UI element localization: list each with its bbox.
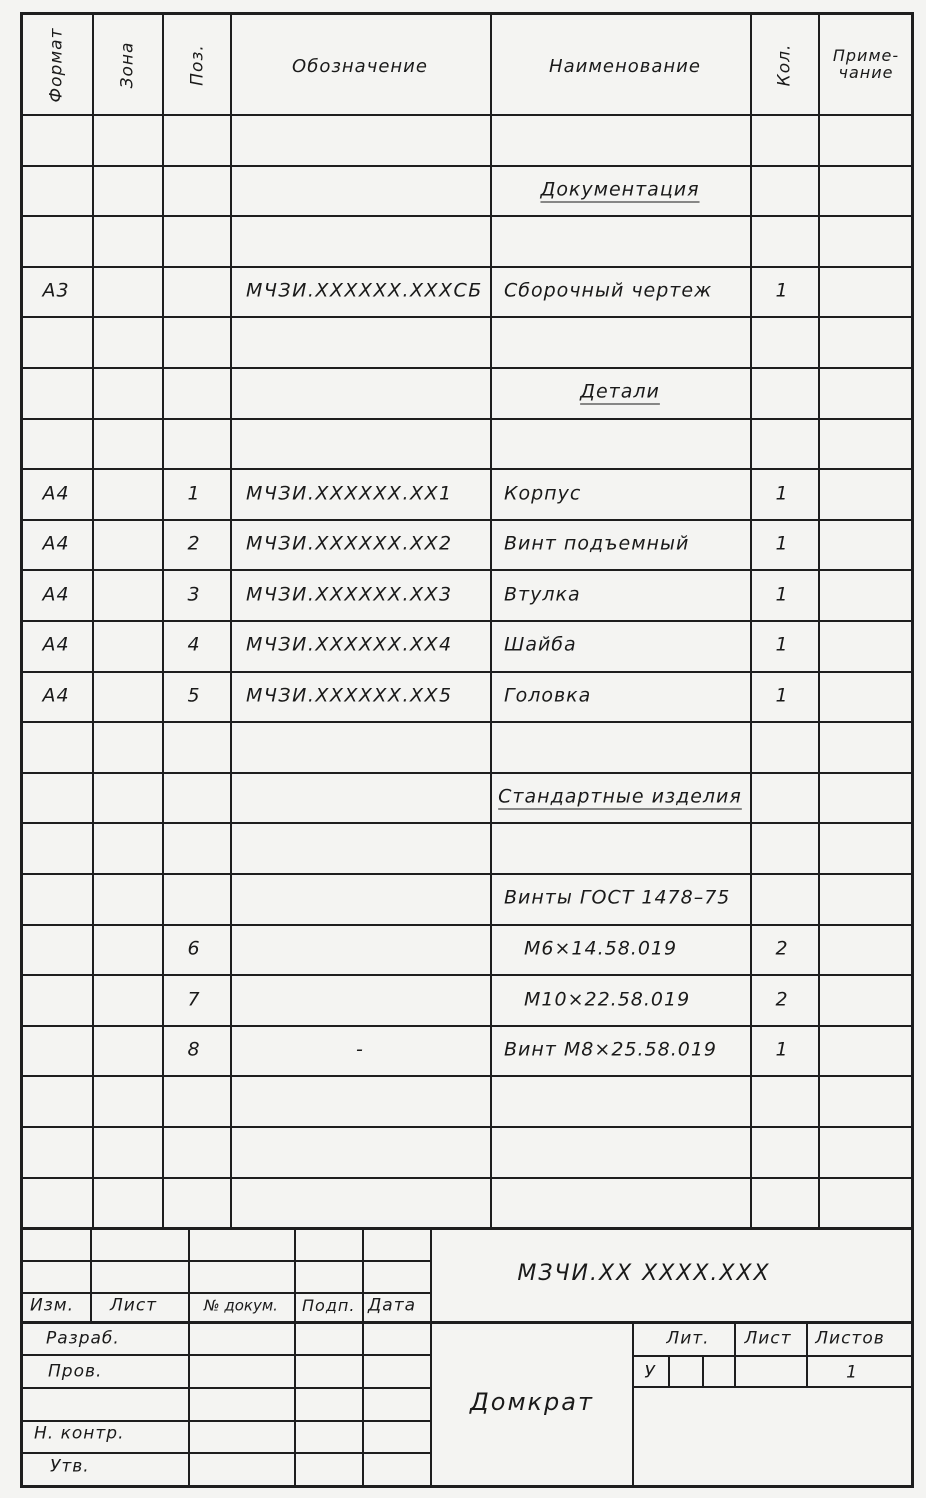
header-note: Приме- чание	[832, 46, 900, 82]
row-line	[20, 165, 914, 167]
cell-qty: 1	[775, 532, 789, 555]
label-sheets: Листов	[815, 1328, 885, 1349]
tb-vline	[430, 1227, 432, 1485]
cell-name: Винты ГОСТ 1478–75	[504, 886, 731, 909]
cell-name: Корпус	[504, 482, 582, 504]
row-line	[20, 1025, 914, 1027]
product-name: Домкрат	[470, 1388, 594, 1416]
cell-qty: 1	[775, 583, 789, 606]
row-line	[20, 772, 914, 774]
tb-line	[632, 1386, 914, 1388]
cell-designation: МЧЗИ.XXXXXX.XXXСБ	[246, 279, 483, 302]
cell-pos: 7	[187, 988, 201, 1010]
cell-name: Втулка	[504, 583, 581, 606]
cell-qty: 2	[775, 937, 789, 960]
row-line	[20, 873, 914, 875]
frame-bottom	[20, 1485, 914, 1488]
row-line	[20, 367, 914, 369]
row-line	[20, 316, 914, 318]
header-designation: Обозначение	[292, 56, 428, 77]
cell-format: А4	[42, 684, 70, 707]
row-line	[20, 468, 914, 470]
cell-qty: 2	[775, 988, 789, 1010]
sheets-value: 1	[846, 1362, 858, 1383]
label-prov: Пров.	[48, 1361, 103, 1382]
cell-name: Винт подъемный	[504, 532, 690, 555]
frame-right	[911, 12, 914, 1488]
document-code: МЗЧИ.XX XXXX.XXX	[517, 1261, 771, 1286]
label-lit: Лит.	[666, 1328, 710, 1349]
cell-format: А3	[42, 279, 70, 302]
row-line	[20, 721, 914, 723]
tb-line	[20, 1387, 432, 1389]
cell-pos: 1	[187, 482, 201, 504]
tb-vline	[362, 1227, 364, 1485]
header-pos: Поз.	[187, 44, 208, 86]
tb-line	[20, 1321, 914, 1324]
tb-vline	[734, 1321, 736, 1386]
title-block-top	[20, 1227, 914, 1230]
label-sheet: Лист	[744, 1328, 792, 1349]
row-line	[20, 974, 914, 976]
cell-name: Головка	[504, 684, 592, 707]
tb-vline	[668, 1355, 670, 1386]
cell-qty: 1	[775, 1038, 789, 1061]
cell-designation: МЧЗИ.XXXXXX.XX2	[246, 532, 453, 555]
cell-pos: 2	[187, 532, 201, 555]
label-izm: Изм.	[30, 1295, 74, 1316]
label-nkontr: Н. контр.	[34, 1423, 125, 1444]
cell-qty: 1	[775, 684, 789, 707]
header-zone: Зона	[117, 41, 138, 89]
cell-format: А4	[42, 532, 70, 555]
tb-line	[632, 1355, 914, 1357]
label-podp: Подп.	[302, 1296, 356, 1315]
row-line	[20, 924, 914, 926]
label-razrab: Разраб.	[46, 1328, 120, 1349]
header-format: Формат	[46, 27, 67, 103]
header-line	[20, 114, 914, 116]
cell-designation: МЧЗИ.XXXXXX.XX4	[246, 633, 453, 656]
frame-top	[20, 12, 914, 15]
row-line	[20, 620, 914, 622]
cell-name: Стандартные изделия	[498, 785, 742, 808]
cell-pos: 4	[187, 633, 201, 656]
cell-format: А4	[42, 633, 70, 656]
cell-name: Винт M8×25.58.019	[504, 1038, 718, 1061]
cell-format: А4	[42, 583, 70, 606]
label-list: Лист	[110, 1295, 158, 1316]
tb-vline	[632, 1321, 634, 1485]
tb-line	[20, 1354, 432, 1356]
row-line	[20, 1126, 914, 1128]
specification-sheet	[20, 12, 914, 1488]
cell-pos: 6	[187, 937, 201, 960]
label-data: Дата	[368, 1295, 417, 1316]
cell-designation: МЧЗИ.XXXXXX.XX5	[246, 684, 453, 707]
row-line	[20, 1075, 914, 1077]
row-line	[20, 519, 914, 521]
cell-qty: 1	[775, 279, 789, 302]
cell-name: Детали	[580, 380, 660, 403]
row-line	[20, 822, 914, 824]
tb-line	[20, 1292, 432, 1294]
cell-pos: 5	[187, 684, 201, 707]
tb-vline	[188, 1227, 190, 1485]
header-qty: Кол.	[774, 43, 795, 87]
row-line	[20, 266, 914, 268]
cell-designation: МЧЗИ.XXXXXX.XX3	[246, 583, 453, 606]
cell-name: Шайба	[504, 633, 577, 656]
row-line	[20, 418, 914, 420]
tb-vline	[294, 1227, 296, 1485]
lit-value: У	[644, 1362, 656, 1383]
tb-line	[20, 1452, 432, 1454]
header-name: Наименование	[549, 56, 701, 77]
row-line	[20, 569, 914, 571]
tb-vline	[90, 1227, 92, 1324]
cell-name: Сборочный чертеж	[504, 279, 713, 302]
row-line	[20, 671, 914, 673]
tb-vline	[702, 1355, 704, 1386]
tb-line	[20, 1260, 432, 1262]
cell-qty: 1	[775, 633, 789, 656]
tb-line	[20, 1420, 432, 1422]
row-line	[20, 1177, 914, 1179]
cell-name: M10×22.58.019	[524, 988, 691, 1010]
frame-left	[20, 12, 23, 1488]
cell-designation: МЧЗИ.XXXXXX.XX1	[246, 482, 453, 504]
label-ndokum: № докум.	[204, 1296, 278, 1315]
cell-designation: -	[356, 1038, 365, 1061]
cell-pos: 8	[187, 1038, 201, 1061]
row-line	[20, 215, 914, 217]
cell-qty: 1	[775, 482, 789, 504]
cell-format: А4	[42, 482, 70, 504]
cell-name: Документация	[540, 178, 700, 201]
cell-pos: 3	[187, 583, 201, 606]
label-utv: Утв.	[50, 1456, 90, 1477]
cell-name: M6×14.58.019	[524, 937, 678, 960]
tb-vline	[806, 1321, 808, 1386]
